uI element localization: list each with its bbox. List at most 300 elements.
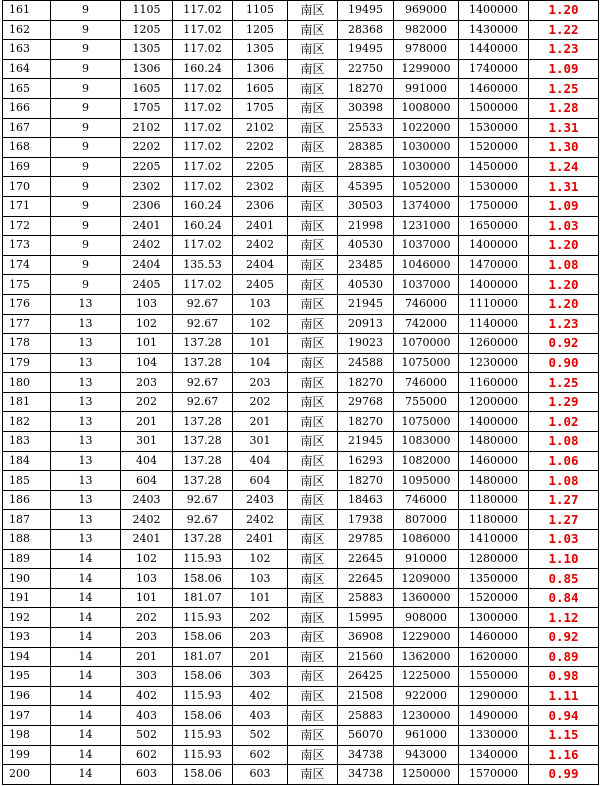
building-number-cell: 14	[51, 608, 121, 628]
room-number-cell: 2403	[233, 490, 288, 510]
unit-number-cell: 1605	[121, 79, 173, 99]
district-cell: 南区	[288, 157, 338, 177]
room-number-cell: 102	[233, 549, 288, 569]
amount-a-cell: 943000	[394, 745, 459, 765]
table-row	[3, 294, 599, 314]
price-value-cell: 28368	[338, 20, 394, 40]
district-cell: 南区	[288, 59, 338, 79]
amount-b-cell: 1620000	[459, 647, 529, 667]
row-number-cell: 173	[3, 236, 51, 256]
unit-number-cell: 1105	[121, 1, 173, 21]
district-cell: 南区	[288, 451, 338, 471]
area-cell: 117.02	[173, 1, 233, 21]
district-cell: 南区	[288, 667, 338, 687]
row-number-cell: 180	[3, 373, 51, 393]
district-cell: 南区	[288, 745, 338, 765]
amount-a-cell: 961000	[394, 725, 459, 745]
price-value-cell: 15995	[338, 608, 394, 628]
row-number-cell: 164	[3, 59, 51, 79]
ratio-cell: 1.06	[529, 451, 599, 471]
table-row	[3, 59, 599, 79]
row-number-cell: 199	[3, 745, 51, 765]
table-row	[3, 196, 599, 216]
row-number-cell: 189	[3, 549, 51, 569]
ratio-cell: 1.20	[529, 275, 599, 295]
amount-a-cell: 969000	[394, 1, 459, 21]
area-cell: 117.02	[173, 275, 233, 295]
unit-number-cell: 2401	[121, 216, 173, 236]
district-cell: 南区	[288, 177, 338, 197]
room-number-cell: 201	[233, 412, 288, 432]
room-number-cell: 2405	[233, 275, 288, 295]
ratio-cell: 1.16	[529, 745, 599, 765]
unit-number-cell: 101	[121, 334, 173, 354]
amount-b-cell: 1350000	[459, 569, 529, 589]
row-number-cell: 166	[3, 98, 51, 118]
unit-number-cell: 104	[121, 353, 173, 373]
area-cell: 181.07	[173, 647, 233, 667]
amount-a-cell: 1095000	[394, 471, 459, 491]
ratio-cell: 1.11	[529, 686, 599, 706]
amount-b-cell: 1140000	[459, 314, 529, 334]
amount-a-cell: 1362000	[394, 647, 459, 667]
table-row	[3, 20, 599, 40]
unit-number-cell: 1205	[121, 20, 173, 40]
price-value-cell: 16293	[338, 451, 394, 471]
ratio-cell: 0.89	[529, 647, 599, 667]
price-value-cell: 22750	[338, 59, 394, 79]
ratio-cell: 1.25	[529, 79, 599, 99]
ratio-cell: 1.08	[529, 255, 599, 275]
price-value-cell: 26425	[338, 667, 394, 687]
price-value-cell: 21945	[338, 294, 394, 314]
table-row	[3, 530, 599, 550]
price-value-cell: 22645	[338, 569, 394, 589]
row-number-cell: 197	[3, 706, 51, 726]
unit-number-cell: 603	[121, 765, 173, 785]
building-number-cell: 9	[51, 196, 121, 216]
unit-number-cell: 202	[121, 392, 173, 412]
amount-b-cell: 1530000	[459, 118, 529, 138]
amount-b-cell: 1460000	[459, 79, 529, 99]
amount-a-cell: 1225000	[394, 667, 459, 687]
area-cell: 137.28	[173, 412, 233, 432]
area-cell: 117.02	[173, 177, 233, 197]
table-row	[3, 412, 599, 432]
row-number-cell: 181	[3, 392, 51, 412]
amount-a-cell: 1082000	[394, 451, 459, 471]
ratio-cell: 0.94	[529, 706, 599, 726]
table-row	[3, 373, 599, 393]
building-number-cell: 9	[51, 59, 121, 79]
area-cell: 160.24	[173, 196, 233, 216]
room-number-cell: 2402	[233, 236, 288, 256]
amount-b-cell: 1160000	[459, 373, 529, 393]
price-value-cell: 45395	[338, 177, 394, 197]
amount-a-cell: 1229000	[394, 628, 459, 648]
row-number-cell: 172	[3, 216, 51, 236]
amount-a-cell: 1360000	[394, 588, 459, 608]
room-number-cell: 2401	[233, 216, 288, 236]
amount-b-cell: 1180000	[459, 490, 529, 510]
building-number-cell: 9	[51, 1, 121, 21]
amount-b-cell: 1750000	[459, 196, 529, 216]
table-row	[3, 353, 599, 373]
table-row	[3, 177, 599, 197]
building-number-cell: 9	[51, 138, 121, 158]
area-cell: 115.93	[173, 686, 233, 706]
table-row	[3, 118, 599, 138]
amount-b-cell: 1530000	[459, 177, 529, 197]
room-number-cell: 2302	[233, 177, 288, 197]
row-number-cell: 177	[3, 314, 51, 334]
room-number-cell: 404	[233, 451, 288, 471]
amount-b-cell: 1340000	[459, 745, 529, 765]
ratio-cell: 1.10	[529, 549, 599, 569]
table-row	[3, 725, 599, 745]
amount-b-cell: 1520000	[459, 138, 529, 158]
price-value-cell: 24588	[338, 353, 394, 373]
building-number-cell: 14	[51, 765, 121, 785]
room-number-cell: 604	[233, 471, 288, 491]
unit-number-cell: 201	[121, 647, 173, 667]
ratio-cell: 1.31	[529, 118, 599, 138]
row-number-cell: 187	[3, 510, 51, 530]
building-number-cell: 13	[51, 353, 121, 373]
unit-number-cell: 602	[121, 745, 173, 765]
district-cell: 南区	[288, 412, 338, 432]
price-value-cell: 25883	[338, 706, 394, 726]
district-cell: 南区	[288, 510, 338, 530]
district-cell: 南区	[288, 275, 338, 295]
amount-a-cell: 1052000	[394, 177, 459, 197]
unit-number-cell: 2402	[121, 510, 173, 530]
area-cell: 160.24	[173, 216, 233, 236]
area-cell: 137.28	[173, 530, 233, 550]
amount-b-cell: 1230000	[459, 353, 529, 373]
district-cell: 南区	[288, 490, 338, 510]
amount-a-cell: 922000	[394, 686, 459, 706]
amount-b-cell: 1300000	[459, 608, 529, 628]
area-cell: 137.28	[173, 451, 233, 471]
amount-b-cell: 1480000	[459, 471, 529, 491]
price-value-cell: 56070	[338, 725, 394, 745]
unit-number-cell: 303	[121, 667, 173, 687]
area-cell: 137.28	[173, 334, 233, 354]
amount-a-cell: 742000	[394, 314, 459, 334]
table-row	[3, 138, 599, 158]
district-cell: 南区	[288, 138, 338, 158]
amount-a-cell: 1075000	[394, 353, 459, 373]
price-value-cell: 28385	[338, 138, 394, 158]
area-cell: 117.02	[173, 40, 233, 60]
unit-number-cell: 2404	[121, 255, 173, 275]
district-cell: 南区	[288, 549, 338, 569]
room-number-cell: 1105	[233, 1, 288, 21]
room-number-cell: 502	[233, 725, 288, 745]
district-cell: 南区	[288, 40, 338, 60]
row-number-cell: 186	[3, 490, 51, 510]
building-number-cell: 13	[51, 451, 121, 471]
row-number-cell: 195	[3, 667, 51, 687]
amount-a-cell: 978000	[394, 40, 459, 60]
row-number-cell: 188	[3, 530, 51, 550]
amount-b-cell: 1410000	[459, 530, 529, 550]
amount-a-cell: 1374000	[394, 196, 459, 216]
ratio-cell: 1.08	[529, 471, 599, 491]
amount-b-cell: 1180000	[459, 510, 529, 530]
room-number-cell: 2401	[233, 530, 288, 550]
unit-number-cell: 103	[121, 294, 173, 314]
table-row	[3, 98, 599, 118]
amount-b-cell: 1480000	[459, 432, 529, 452]
area-cell: 158.06	[173, 706, 233, 726]
room-number-cell: 403	[233, 706, 288, 726]
room-number-cell: 2205	[233, 157, 288, 177]
table-row	[3, 157, 599, 177]
amount-b-cell: 1400000	[459, 412, 529, 432]
unit-number-cell: 102	[121, 549, 173, 569]
price-value-cell: 18270	[338, 471, 394, 491]
amount-a-cell: 1030000	[394, 157, 459, 177]
district-cell: 南区	[288, 588, 338, 608]
district-cell: 南区	[288, 725, 338, 745]
ratio-cell: 1.09	[529, 196, 599, 216]
room-number-cell: 103	[233, 294, 288, 314]
price-value-cell: 22645	[338, 549, 394, 569]
unit-number-cell: 2401	[121, 530, 173, 550]
building-number-cell: 9	[51, 157, 121, 177]
room-number-cell: 102	[233, 314, 288, 334]
building-number-cell: 9	[51, 20, 121, 40]
building-number-cell: 9	[51, 177, 121, 197]
district-cell: 南区	[288, 608, 338, 628]
building-number-cell: 9	[51, 236, 121, 256]
amount-a-cell: 1022000	[394, 118, 459, 138]
row-number-cell: 179	[3, 353, 51, 373]
row-number-cell: 162	[3, 20, 51, 40]
row-number-cell: 165	[3, 79, 51, 99]
row-number-cell: 196	[3, 686, 51, 706]
price-value-cell: 19495	[338, 1, 394, 21]
price-value-cell: 18270	[338, 79, 394, 99]
unit-number-cell: 301	[121, 432, 173, 452]
district-cell: 南区	[288, 392, 338, 412]
amount-a-cell: 1075000	[394, 412, 459, 432]
room-number-cell: 2402	[233, 510, 288, 530]
table-row	[3, 686, 599, 706]
table-row	[3, 216, 599, 236]
unit-number-cell: 502	[121, 725, 173, 745]
unit-number-cell: 2302	[121, 177, 173, 197]
building-number-cell: 14	[51, 549, 121, 569]
district-cell: 南区	[288, 432, 338, 452]
unit-number-cell: 1705	[121, 98, 173, 118]
room-number-cell: 2202	[233, 138, 288, 158]
unit-number-cell: 604	[121, 471, 173, 491]
room-number-cell: 1306	[233, 59, 288, 79]
building-number-cell: 9	[51, 79, 121, 99]
amount-a-cell: 1046000	[394, 255, 459, 275]
ratio-cell: 1.20	[529, 236, 599, 256]
unit-number-cell: 101	[121, 588, 173, 608]
ratio-cell: 0.90	[529, 353, 599, 373]
price-value-cell: 18270	[338, 412, 394, 432]
table-row	[3, 275, 599, 295]
row-number-cell: 198	[3, 725, 51, 745]
room-number-cell: 202	[233, 608, 288, 628]
district-cell: 南区	[288, 1, 338, 21]
price-value-cell: 21998	[338, 216, 394, 236]
amount-b-cell: 1570000	[459, 765, 529, 785]
building-number-cell: 13	[51, 392, 121, 412]
area-cell: 158.06	[173, 667, 233, 687]
building-number-cell: 9	[51, 98, 121, 118]
building-number-cell: 14	[51, 628, 121, 648]
unit-number-cell: 1305	[121, 40, 173, 60]
area-cell: 92.67	[173, 392, 233, 412]
district-cell: 南区	[288, 530, 338, 550]
amount-a-cell: 746000	[394, 294, 459, 314]
building-number-cell: 14	[51, 569, 121, 589]
room-number-cell: 101	[233, 334, 288, 354]
building-number-cell: 13	[51, 412, 121, 432]
table-row	[3, 706, 599, 726]
ratio-cell: 1.23	[529, 40, 599, 60]
amount-a-cell: 1037000	[394, 236, 459, 256]
amount-b-cell: 1200000	[459, 392, 529, 412]
price-value-cell: 21945	[338, 432, 394, 452]
area-cell: 92.67	[173, 294, 233, 314]
ratio-cell: 1.15	[529, 725, 599, 745]
district-cell: 南区	[288, 373, 338, 393]
ratio-cell: 1.09	[529, 59, 599, 79]
building-number-cell: 13	[51, 294, 121, 314]
building-number-cell: 13	[51, 530, 121, 550]
amount-b-cell: 1450000	[459, 157, 529, 177]
area-cell: 115.93	[173, 725, 233, 745]
amount-a-cell: 910000	[394, 549, 459, 569]
amount-b-cell: 1400000	[459, 1, 529, 21]
row-number-cell: 168	[3, 138, 51, 158]
ratio-cell: 1.12	[529, 608, 599, 628]
table-body	[3, 1, 599, 785]
row-number-cell: 169	[3, 157, 51, 177]
district-cell: 南区	[288, 471, 338, 491]
unit-number-cell: 402	[121, 686, 173, 706]
data-table	[2, 0, 599, 785]
building-number-cell: 14	[51, 706, 121, 726]
amount-b-cell: 1290000	[459, 686, 529, 706]
row-number-cell: 161	[3, 1, 51, 21]
row-number-cell: 184	[3, 451, 51, 471]
room-number-cell: 603	[233, 765, 288, 785]
table-row	[3, 510, 599, 530]
table-row	[3, 392, 599, 412]
room-number-cell: 1205	[233, 20, 288, 40]
amount-b-cell: 1260000	[459, 334, 529, 354]
ratio-cell: 1.08	[529, 432, 599, 452]
room-number-cell: 203	[233, 373, 288, 393]
room-number-cell: 1305	[233, 40, 288, 60]
district-cell: 南区	[288, 196, 338, 216]
price-value-cell: 36908	[338, 628, 394, 648]
room-number-cell: 301	[233, 432, 288, 452]
ratio-cell: 1.03	[529, 216, 599, 236]
building-number-cell: 14	[51, 725, 121, 745]
area-cell: 117.02	[173, 138, 233, 158]
table-row	[3, 432, 599, 452]
building-number-cell: 13	[51, 510, 121, 530]
amount-a-cell: 991000	[394, 79, 459, 99]
district-cell: 南区	[288, 79, 338, 99]
building-number-cell: 14	[51, 745, 121, 765]
area-cell: 115.93	[173, 745, 233, 765]
area-cell: 135.53	[173, 255, 233, 275]
building-number-cell: 13	[51, 314, 121, 334]
amount-b-cell: 1330000	[459, 725, 529, 745]
district-cell: 南区	[288, 765, 338, 785]
district-cell: 南区	[288, 353, 338, 373]
amount-a-cell: 1030000	[394, 138, 459, 158]
price-value-cell: 29768	[338, 392, 394, 412]
unit-number-cell: 2102	[121, 118, 173, 138]
row-number-cell: 178	[3, 334, 51, 354]
amount-b-cell: 1490000	[459, 706, 529, 726]
area-cell: 92.67	[173, 510, 233, 530]
ratio-cell: 1.28	[529, 98, 599, 118]
unit-number-cell: 2202	[121, 138, 173, 158]
area-cell: 92.67	[173, 373, 233, 393]
price-value-cell: 18463	[338, 490, 394, 510]
district-cell: 南区	[288, 334, 338, 354]
row-number-cell: 185	[3, 471, 51, 491]
ratio-cell: 1.27	[529, 510, 599, 530]
amount-b-cell: 1520000	[459, 588, 529, 608]
amount-b-cell: 1470000	[459, 255, 529, 275]
row-number-cell: 175	[3, 275, 51, 295]
room-number-cell: 2102	[233, 118, 288, 138]
room-number-cell: 101	[233, 588, 288, 608]
room-number-cell: 202	[233, 392, 288, 412]
building-number-cell: 14	[51, 686, 121, 706]
price-value-cell: 20913	[338, 314, 394, 334]
price-value-cell: 18270	[338, 373, 394, 393]
price-value-cell: 23485	[338, 255, 394, 275]
amount-a-cell: 1008000	[394, 98, 459, 118]
row-number-cell: 190	[3, 569, 51, 589]
row-number-cell: 194	[3, 647, 51, 667]
ratio-cell: 0.84	[529, 588, 599, 608]
ratio-cell: 1.20	[529, 294, 599, 314]
district-cell: 南区	[288, 569, 338, 589]
table-row	[3, 745, 599, 765]
row-number-cell: 193	[3, 628, 51, 648]
room-number-cell: 303	[233, 667, 288, 687]
table-row	[3, 647, 599, 667]
ratio-cell: 1.31	[529, 177, 599, 197]
district-cell: 南区	[288, 647, 338, 667]
building-number-cell: 13	[51, 471, 121, 491]
unit-number-cell: 2306	[121, 196, 173, 216]
amount-b-cell: 1400000	[459, 275, 529, 295]
amount-a-cell: 746000	[394, 490, 459, 510]
table-row	[3, 314, 599, 334]
price-value-cell: 34738	[338, 765, 394, 785]
building-number-cell: 14	[51, 588, 121, 608]
amount-b-cell: 1460000	[459, 451, 529, 471]
amount-a-cell: 807000	[394, 510, 459, 530]
